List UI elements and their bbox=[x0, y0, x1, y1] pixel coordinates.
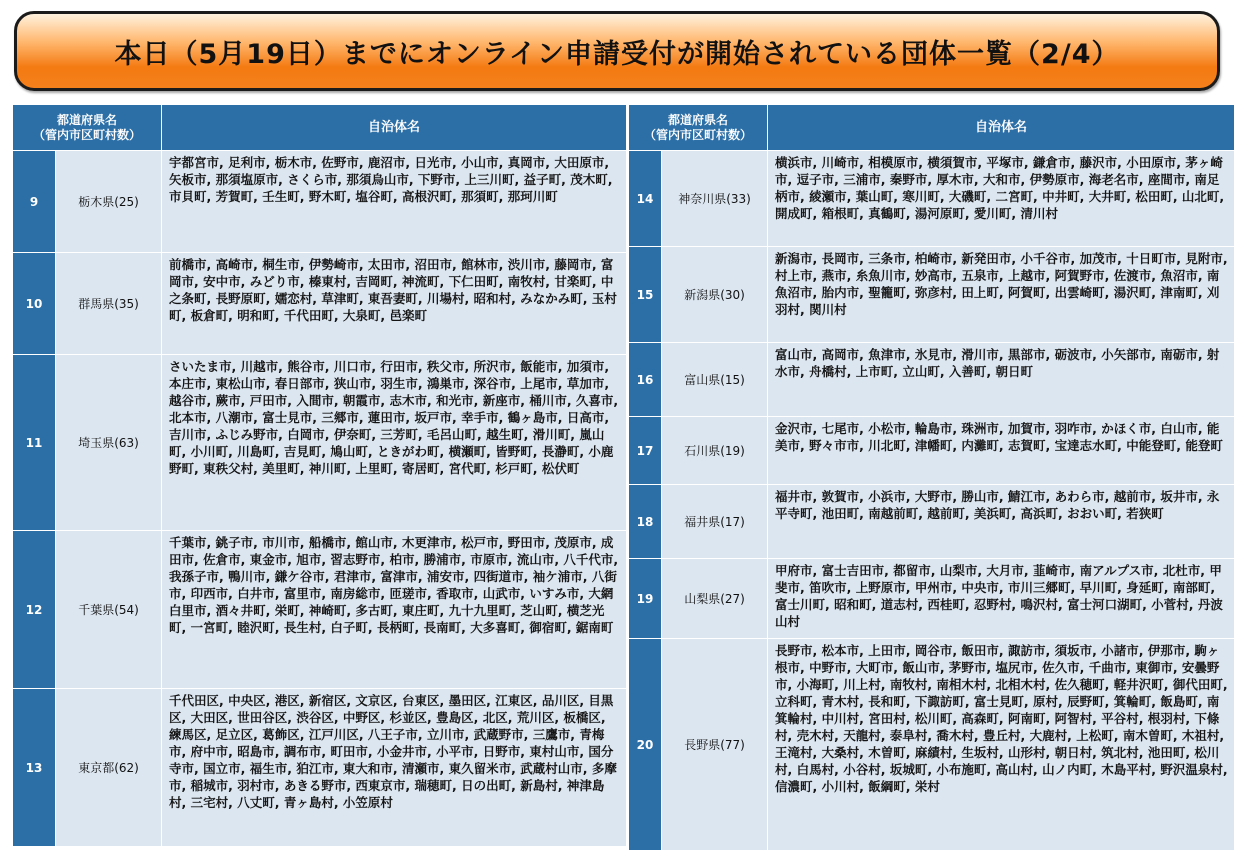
header-municipality: 自治体名 bbox=[768, 105, 1235, 151]
table-header-row bbox=[629, 105, 1235, 151]
prefecture-name: 新潟県(30) bbox=[662, 247, 768, 343]
municipality-list: 横浜市, 川崎市, 相模原市, 横須賀市, 平塚市, 鎌倉市, 藤沢市, 小田原市, 茅ヶ崎市, 逗子市, 三浦市, 秦野市, 厚木市, 大和市, 伊勢原市, 海老名市, 座間市, 南足柄市, 綾瀬市, 葉山町, 寒川町, 大磯町, 二宮町, 中井町, 大井町, 松田町, 山北町, 開成町, 箱根町, 真鶴町, 湯河原町, 愛川町, 清川村 bbox=[768, 151, 1235, 247]
row-number: 18 bbox=[629, 485, 662, 559]
row-number: 11 bbox=[13, 355, 56, 531]
municipality-list: 宇都宮市, 足利市, 栃木市, 佐野市, 鹿沼市, 日光市, 小山市, 真岡市, 大田原市, 矢板市, 那須塩原市, さくら市, 那須烏山市, 下野市, 上三川町, 益子町, 茂木町, 市貝町, 芳賀町, 壬生町, 野木町, 塩谷町, 高根沢町, 那須町, 那珂川町 bbox=[162, 151, 627, 253]
prefecture-name: 山梨県(27) bbox=[662, 559, 768, 639]
table-row bbox=[629, 247, 1235, 343]
table-row bbox=[13, 531, 627, 689]
prefecture-name: 長野県(77) bbox=[662, 639, 768, 851]
prefecture-name: 群馬県(35) bbox=[56, 253, 162, 355]
header-prefecture bbox=[13, 105, 162, 151]
municipality-list: 富山市, 高岡市, 魚津市, 氷見市, 滑川市, 黒部市, 砺波市, 小矢部市, 南砺市, 射水市, 舟橋村, 上市町, 立山町, 入善町, 朝日町 bbox=[768, 343, 1235, 417]
table-row bbox=[13, 151, 627, 253]
table-row bbox=[629, 417, 1235, 485]
municipality-list: 甲府市, 富士吉田市, 都留市, 山梨市, 大月市, 韮崎市, 南アルプス市, 北杜市, 甲斐市, 笛吹市, 上野原市, 甲州市, 中央市, 市川三郷町, 早川町, 身延町, 南部町, 富士川町, 昭和町, 道志村, 西桂町, 忍野村, 鳴沢村, 富士河口湖町, 小菅村, 丹波山村 bbox=[768, 559, 1235, 639]
page-title-banner bbox=[14, 11, 1220, 91]
table-row bbox=[629, 639, 1235, 851]
table-row bbox=[629, 151, 1235, 247]
table-left bbox=[12, 104, 627, 847]
row-number: 16 bbox=[629, 343, 662, 417]
prefecture-name: 千葉県(54) bbox=[56, 531, 162, 689]
table-row bbox=[13, 355, 627, 531]
municipality-list: 福井市, 敦賀市, 小浜市, 大野市, 勝山市, 鯖江市, あわら市, 越前市, 坂井市, 永平寺町, 池田町, 南越前町, 越前町, 美浜町, 高浜町, おおい町, 若狭町 bbox=[768, 485, 1235, 559]
header-prefecture-line1: 都道府県名 bbox=[57, 112, 118, 127]
prefecture-name: 石川県(19) bbox=[662, 417, 768, 485]
row-number: 20 bbox=[629, 639, 662, 851]
municipality-list: 千代田区, 中央区, 港区, 新宿区, 文京区, 台東区, 墨田区, 江東区, 品川区, 目黒区, 大田区, 世田谷区, 渋谷区, 中野区, 杉並区, 豊島区, 北区, 荒川区, 板橋区, 練馬区, 足立区, 葛飾区, 江戸川区, 八王子市, 立川市, 武蔵野市, 三鷹市, 青梅市, 府中市, 昭島市, 調布市, 町田市, 小金井市, 小平市, 日野市, 東村山市, 国分寺市, 国立市, 福生市, 狛江市, 東大和市, 清瀬市, 東久留米市, 武蔵村山市, 多摩市, 稲城市, 羽村市, あきる野市, 西東京市, 瑞穂町, 日の出町, 新島村, 神津島村, 三宅村, 八丈町, 青ヶ島村, 小笠原村 bbox=[162, 689, 627, 847]
prefecture-name: 神奈川県(33) bbox=[662, 151, 768, 247]
municipality-list: 長野市, 松本市, 上田市, 岡谷市, 飯田市, 諏訪市, 須坂市, 小諸市, 伊那市, 駒ヶ根市, 中野市, 大町市, 飯山市, 茅野市, 塩尻市, 佐久市, 千曲市, 東御市, 安曇野市, 小海町, 川上村, 南牧村, 南相木村, 北相木村, 佐久穂町, 軽井沢町, 御代田町, 立科町, 青木村, 長和町, 下諏訪町, 富士見町, 原村, 辰野町, 箕輪町, 飯島町, 南箕輪村, 中川村, 宮田村, 松川町, 高森町, 阿南町, 阿智村, 平谷村, 根羽村, 下條村, 売木村, 天龍村, 泰阜村, 喬木村, 豊丘村, 大鹿村, 上松町, 南木曽町, 木祖村, 王滝村, 大桑村, 木曽町, 麻績村, 生坂村, 山形村, 朝日村, 筑北村, 池田町, 松川村, 白馬村, 小谷村, 坂城町, 小布施町, 高山村, 山ノ内町, 木島平村, 野沢温泉村, 信濃町, 小川村, 飯綱町, 栄村 bbox=[768, 639, 1235, 851]
table-row bbox=[629, 559, 1235, 639]
row-number: 12 bbox=[13, 531, 56, 689]
municipality-list: さいたま市, 川越市, 熊谷市, 川口市, 行田市, 秩父市, 所沢市, 飯能市, 加須市, 本庄市, 東松山市, 春日部市, 狭山市, 羽生市, 鴻巣市, 深谷市, 上尾市, 草加市, 越谷市, 蕨市, 戸田市, 入間市, 朝霞市, 志木市, 和光市, 新座市, 桶川市, 久喜市, 北本市, 八潮市, 富士見市, 三郷市, 蓮田市, 坂戸市, 幸手市, 鶴ヶ島市, 日高市, 吉川市, ふじみ野市, 白岡市, 伊奈町, 三芳町, 毛呂山町, 越生町, 滑川町, 嵐山町, 小川町, 川島町, 吉見町, 鳩山町, ときがわ町, 横瀬町, 皆野町, 長瀞町, 小鹿野町, 東秩父村, 美里町, 神川町, 上里町, 寄居町, 宮代町, 杉戸町, 松伏町 bbox=[162, 355, 627, 531]
municipality-list: 新潟市, 長岡市, 三条市, 柏崎市, 新発田市, 小千谷市, 加茂市, 十日町市, 見附市, 村上市, 燕市, 糸魚川市, 妙高市, 五泉市, 上越市, 阿賀野市, 佐渡市, 魚沼市, 南魚沼市, 胎内市, 聖籠町, 弥彦村, 田上町, 阿賀町, 出雲崎町, 湯沢町, 津南町, 刈羽村, 関川村 bbox=[768, 247, 1235, 343]
table-header-row bbox=[13, 105, 627, 151]
header-prefecture-line1: 都道府県名 bbox=[668, 112, 729, 127]
municipality-list: 千葉市, 銚子市, 市川市, 船橋市, 館山市, 木更津市, 松戸市, 野田市, 茂原市, 成田市, 佐倉市, 東金市, 旭市, 習志野市, 柏市, 勝浦市, 市原市, 流山市, 八千代市, 我孫子市, 鴨川市, 鎌ケ谷市, 君津市, 富津市, 浦安市, 四街道市, 袖ケ浦市, 八街市, 印西市, 白井市, 富里市, 南房総市, 匝瑳市, 香取市, 山武市, いすみ市, 大網白里市, 酒々井町, 栄町, 神崎町, 多古町, 東庄町, 九十九里町, 芝山町, 横芝光町, 一宮町, 睦沢町, 長生村, 白子町, 長柄町, 長南町, 大多喜町, 御宿町, 鋸南町 bbox=[162, 531, 627, 689]
row-number: 17 bbox=[629, 417, 662, 485]
table-row bbox=[13, 689, 627, 847]
row-number: 14 bbox=[629, 151, 662, 247]
header-prefecture bbox=[629, 105, 768, 151]
prefecture-name: 福井県(17) bbox=[662, 485, 768, 559]
prefecture-name: 東京都(62) bbox=[56, 689, 162, 847]
prefecture-name: 埼玉県(63) bbox=[56, 355, 162, 531]
header-prefecture-line2: （管内市区町村数） bbox=[644, 127, 753, 142]
header-municipality: 自治体名 bbox=[162, 105, 627, 151]
prefecture-name: 富山県(15) bbox=[662, 343, 768, 417]
page-title: 本日（5月19日）までにオンライン申請受付が開始されている団体一覧（2/4） bbox=[114, 38, 1120, 70]
municipality-list: 前橋市, 高崎市, 桐生市, 伊勢崎市, 太田市, 沼田市, 館林市, 渋川市, 藤岡市, 富岡市, 安中市, みどり市, 榛東村, 吉岡町, 神流町, 下仁田町, 南牧村, 甘楽町, 中之条町, 長野原町, 嬬恋村, 草津町, 東吾妻町, 川場村, 昭和村, みなかみ町, 玉村町, 板倉町, 明和町, 千代田町, 大泉町, 邑楽町 bbox=[162, 253, 627, 355]
row-number: 15 bbox=[629, 247, 662, 343]
row-number: 10 bbox=[13, 253, 56, 355]
row-number: 13 bbox=[13, 689, 56, 847]
table-row bbox=[629, 343, 1235, 417]
table-right bbox=[628, 104, 1235, 851]
header-prefecture-line2: （管内市区町村数） bbox=[33, 127, 142, 142]
row-number: 9 bbox=[13, 151, 56, 253]
municipality-list: 金沢市, 七尾市, 小松市, 輪島市, 珠洲市, 加賀市, 羽咋市, かほく市, 白山市, 能美市, 野々市市, 川北町, 津幡町, 内灘町, 志賀町, 宝達志水町, 中能登町, 能登町 bbox=[768, 417, 1235, 485]
table-row bbox=[629, 485, 1235, 559]
table-row bbox=[13, 253, 627, 355]
row-number: 19 bbox=[629, 559, 662, 639]
prefecture-name: 栃木県(25) bbox=[56, 151, 162, 253]
